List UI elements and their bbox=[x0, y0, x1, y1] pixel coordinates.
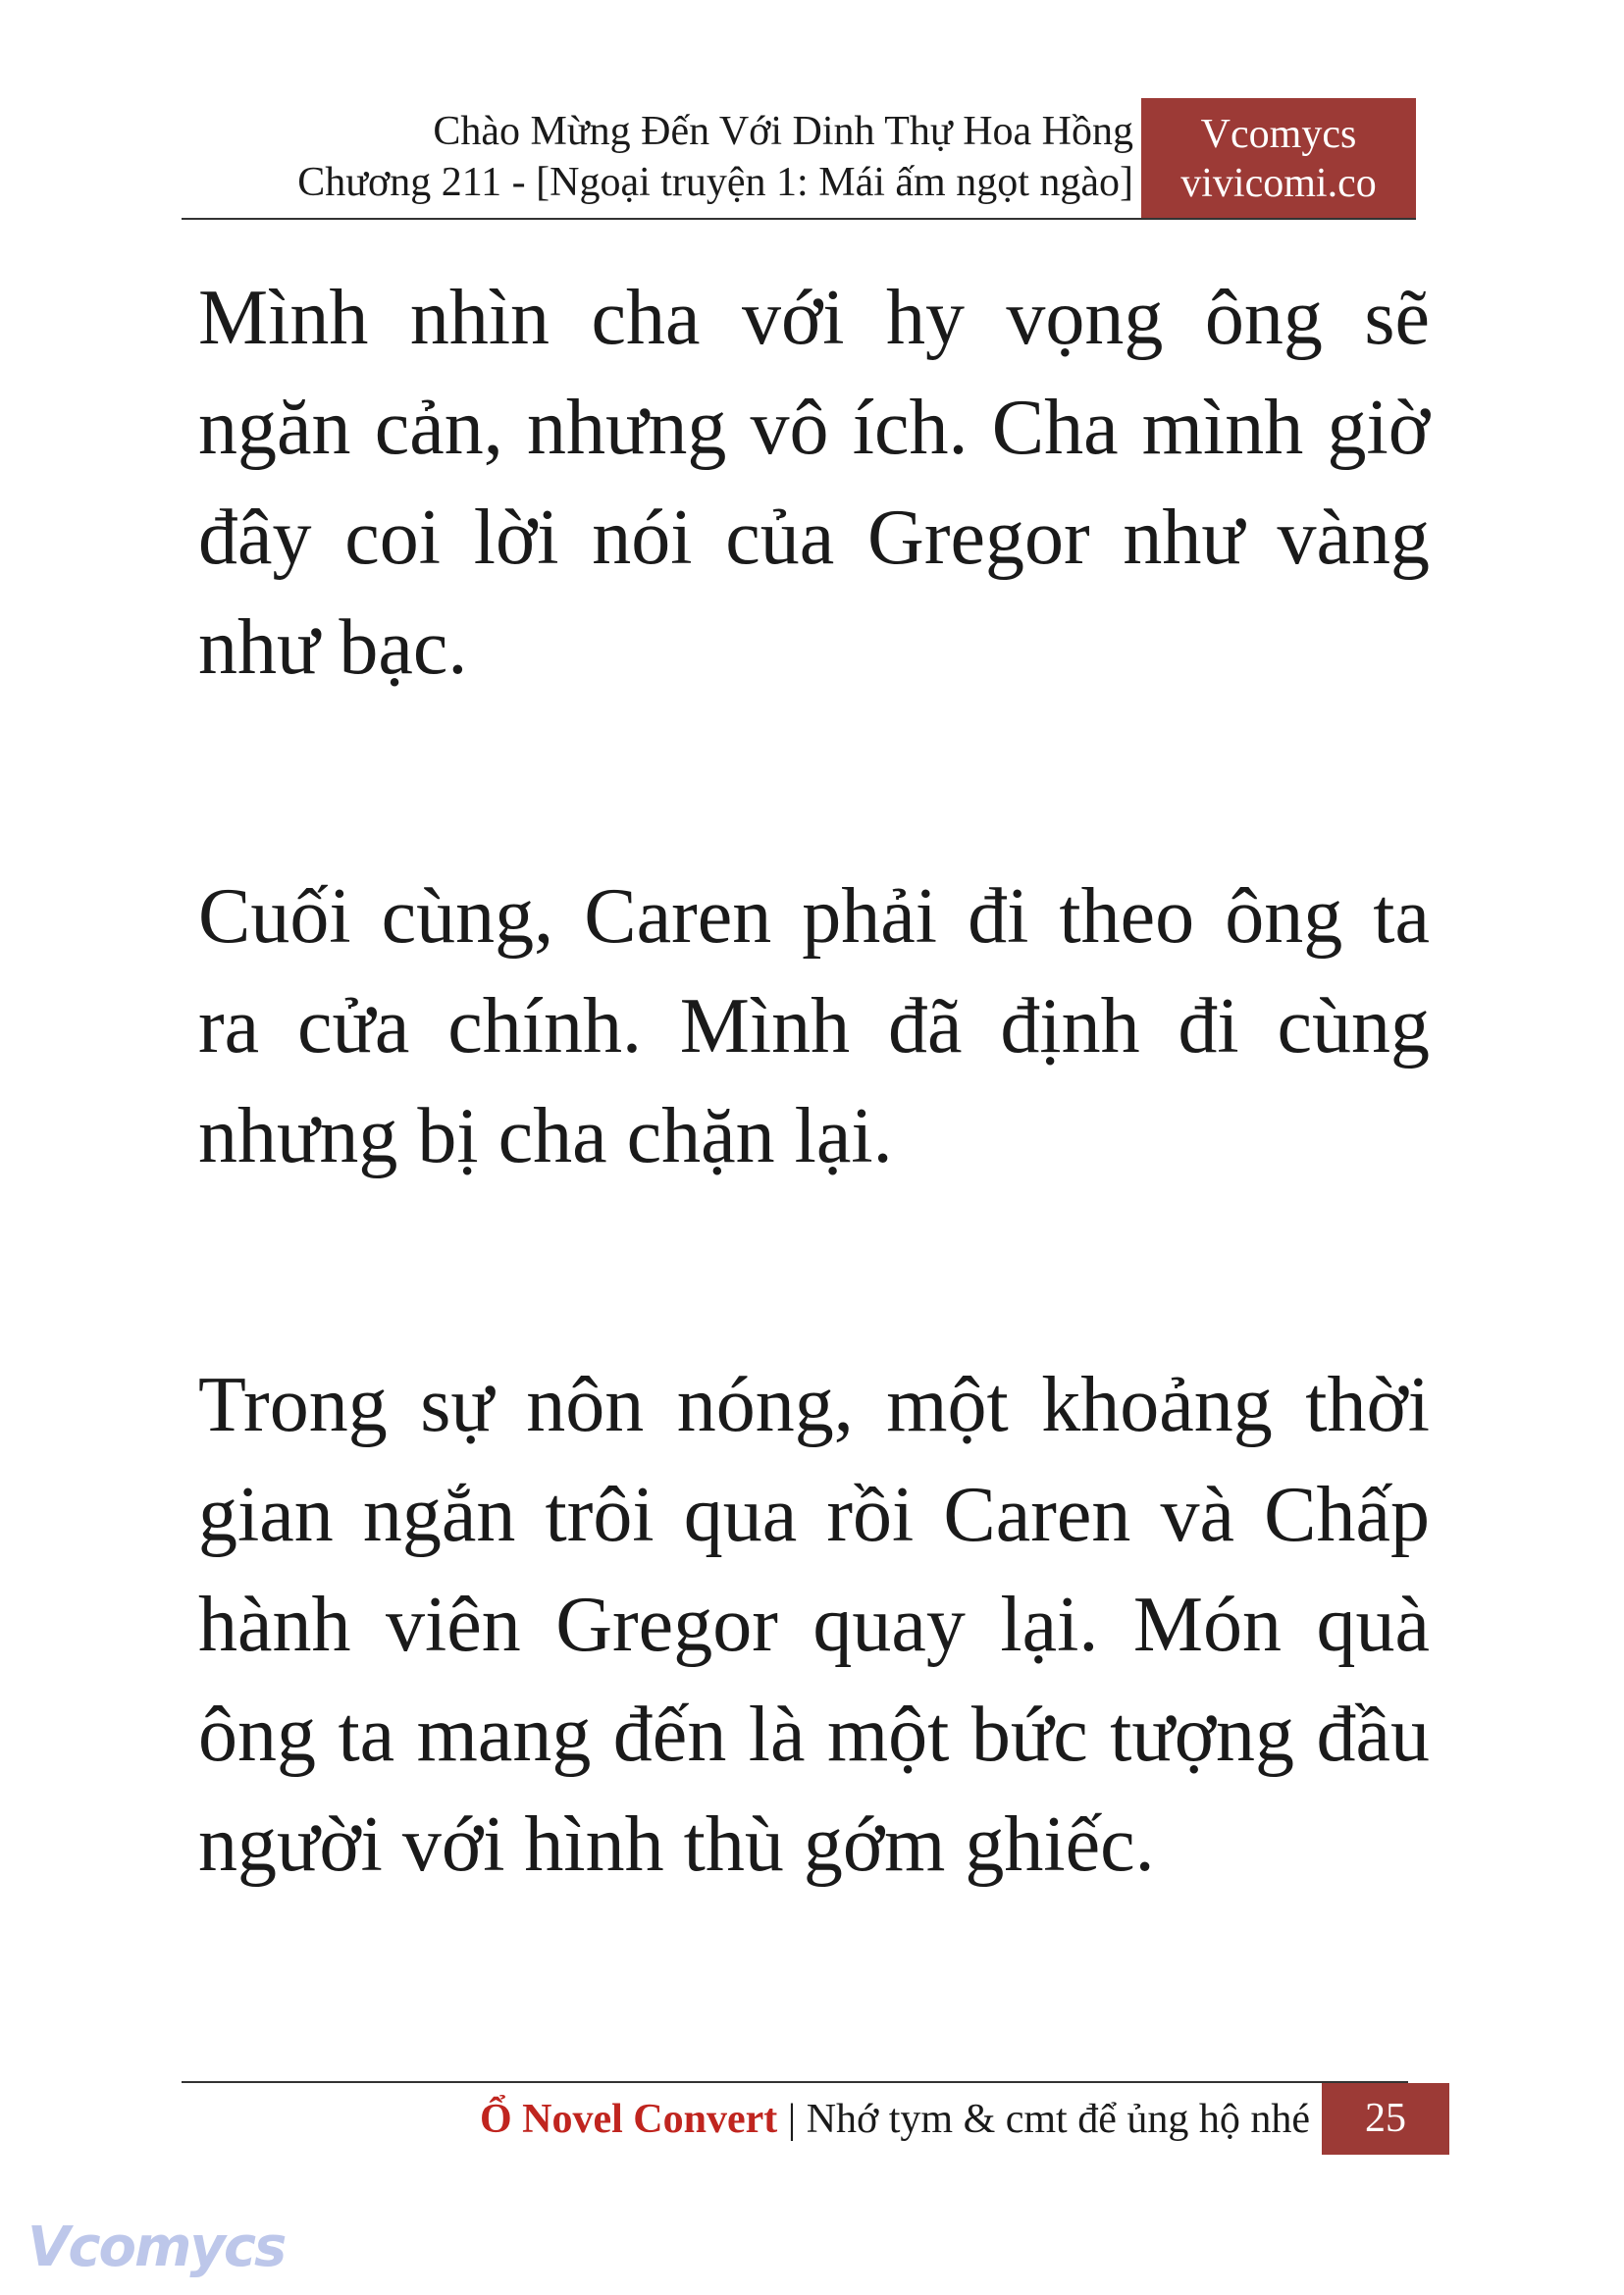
chapter-title: Chương 211 - [Ngoại truyện 1: Mái ấm ngọt ngào] bbox=[297, 160, 1133, 205]
footer-message: Nhớ tym & cmt để ủng hộ nhé bbox=[806, 2097, 1310, 2142]
paragraph: Trong sự nôn nóng, một khoảng thời gian ngắn trôi qua rồi Caren và Chấp hành viên Gregor quay lại. Món quà ông ta mang đến là một bức tượng đầu người với hình thù gớm ghiếc. bbox=[198, 1362, 1430, 1888]
site-name: Vcomycs bbox=[1200, 112, 1357, 157]
header-titles bbox=[250, 106, 1133, 208]
book-title: Chào Mừng Đến Với Dinh Thự Hoa Hồng bbox=[433, 109, 1133, 154]
site-badge bbox=[1141, 98, 1416, 219]
watermark-logo: Vcomycs bbox=[27, 2216, 286, 2279]
footer-line bbox=[480, 2092, 1310, 2147]
footer-brand: Ổ Novel Convert bbox=[479, 2097, 778, 2142]
footer-divider bbox=[182, 2081, 1408, 2083]
site-url: vivicomi.co bbox=[1180, 161, 1377, 206]
header-divider bbox=[182, 218, 1416, 220]
page-number: 25 bbox=[1322, 2083, 1449, 2155]
footer-separator: | bbox=[787, 2097, 797, 2142]
paragraph: Mình nhìn cha với hy vọng ông sẽ ngăn cản, nhưng vô ích. Cha mình giờ đây coi lời nói của Gregor như vàng như bạc. bbox=[198, 275, 1430, 691]
paragraph: Cuối cùng, Caren phải đi theo ông ta ra cửa chính. Mình đã định đi cùng nhưng bị cha chặn lại. bbox=[198, 873, 1430, 1179]
chapter-body bbox=[198, 263, 1430, 2059]
